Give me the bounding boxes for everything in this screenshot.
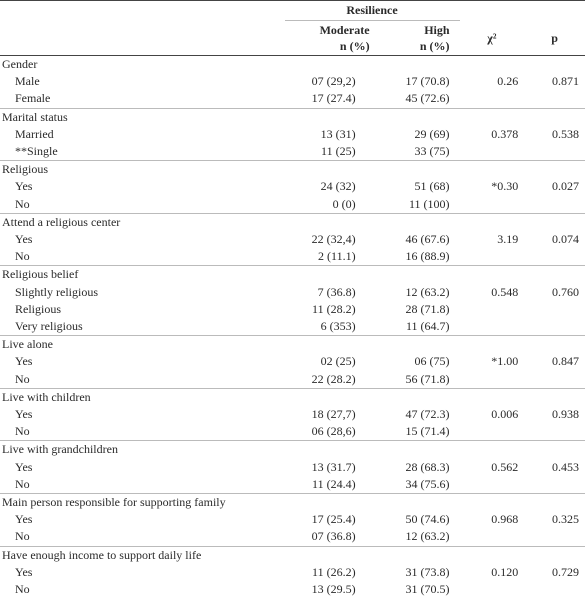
p-value <box>524 90 585 108</box>
table-group-row <box>0 213 585 231</box>
moderate-value: 13 (29.5) <box>285 581 372 598</box>
row-label: Live with children <box>0 388 285 406</box>
table-row <box>0 528 585 546</box>
row-label: No <box>0 196 285 214</box>
table-row <box>0 73 585 90</box>
high-value <box>372 213 460 231</box>
high-value: 12 (63.2) <box>372 284 460 301</box>
header-row-columns <box>0 21 585 56</box>
moderate-value: 07 (36.8) <box>285 528 372 546</box>
chi-square-value <box>460 423 525 441</box>
moderate-value <box>285 546 372 564</box>
chi-square-value <box>460 336 525 354</box>
row-label: No <box>0 248 285 266</box>
p-value <box>524 476 585 494</box>
chi-square-value: 0.562 <box>460 459 525 476</box>
row-label: **Single <box>0 143 285 161</box>
table-group-row <box>0 108 585 126</box>
row-label: Yes <box>0 406 285 423</box>
chi-square-value <box>460 318 525 336</box>
header-high-unit: n (%) <box>372 38 450 54</box>
p-value <box>524 336 585 354</box>
row-label: Religious belief <box>0 266 285 284</box>
table-row <box>0 284 585 301</box>
high-value: 34 (75.6) <box>372 476 460 494</box>
moderate-value: 11 (24.4) <box>285 476 372 494</box>
chi-square-value <box>460 371 525 389</box>
header-chi-square: χ² <box>460 21 525 56</box>
high-value: 12 (63.2) <box>372 528 460 546</box>
row-label: No <box>0 476 285 494</box>
p-value: 0.027 <box>524 178 585 195</box>
p-value <box>524 213 585 231</box>
table-row <box>0 196 585 214</box>
p-value <box>524 546 585 564</box>
chi-square-value <box>460 546 525 564</box>
header-blank <box>0 1 285 21</box>
high-value <box>372 494 460 512</box>
header-moderate <box>285 21 372 56</box>
p-value: 0.760 <box>524 284 585 301</box>
chi-square-value <box>460 161 525 179</box>
chi-square-value <box>460 266 525 284</box>
chi-square-value: 0.378 <box>460 126 525 143</box>
row-label: Yes <box>0 459 285 476</box>
p-value <box>524 143 585 161</box>
high-value <box>372 161 460 179</box>
high-value <box>372 108 460 126</box>
row-label: Yes <box>0 511 285 528</box>
high-value: 31 (70.5) <box>372 581 460 598</box>
moderate-value <box>285 213 372 231</box>
p-value <box>524 528 585 546</box>
chi-square-value: 0.548 <box>460 284 525 301</box>
table-row <box>0 318 585 336</box>
header-p-value: p <box>524 21 585 56</box>
row-label: Main person responsible for supporting family <box>0 494 285 512</box>
chi-square-value <box>460 196 525 214</box>
chi-square-value <box>460 528 525 546</box>
moderate-value <box>285 388 372 406</box>
p-value <box>524 581 585 598</box>
table-group-row <box>0 546 585 564</box>
header-moderate-unit: n (%) <box>285 38 370 54</box>
moderate-value: 13 (31) <box>285 126 372 143</box>
high-value <box>372 56 460 74</box>
moderate-value: 22 (32,4) <box>285 231 372 248</box>
moderate-value <box>285 441 372 459</box>
p-value <box>524 161 585 179</box>
table-row <box>0 231 585 248</box>
high-value <box>372 546 460 564</box>
high-value: 29 (69) <box>372 126 460 143</box>
header-row-group <box>0 1 585 21</box>
chi-square-value: 3.19 <box>460 231 525 248</box>
moderate-value: 13 (31.7) <box>285 459 372 476</box>
table-row <box>0 353 585 370</box>
row-label: Gender <box>0 56 285 74</box>
high-value: 28 (71.8) <box>372 301 460 318</box>
p-value <box>524 318 585 336</box>
row-label: Yes <box>0 178 285 195</box>
p-value <box>524 423 585 441</box>
row-label: Have enough income to support daily life <box>0 546 285 564</box>
table-row <box>0 90 585 108</box>
table-row <box>0 126 585 143</box>
p-value <box>524 266 585 284</box>
header-high-label: High <box>372 22 450 38</box>
high-value: 28 (68.3) <box>372 459 460 476</box>
p-value <box>524 371 585 389</box>
high-value: 11 (100) <box>372 196 460 214</box>
header-high <box>372 21 460 56</box>
chi-square-value <box>460 494 525 512</box>
row-label: Attend a religious center <box>0 213 285 231</box>
p-value: 0.729 <box>524 564 585 581</box>
table-group-row <box>0 266 585 284</box>
chi-square-value <box>460 56 525 74</box>
chi-square-value: *0.30 <box>460 178 525 195</box>
table-row <box>0 248 585 266</box>
p-value: 0.074 <box>524 231 585 248</box>
header-blank-chi <box>460 1 525 21</box>
table-row <box>0 301 585 318</box>
row-label: Yes <box>0 564 285 581</box>
chi-square-value: 0.120 <box>460 564 525 581</box>
row-label: No <box>0 528 285 546</box>
moderate-value: 02 (25) <box>285 353 372 370</box>
row-label: Yes <box>0 231 285 248</box>
moderate-value: 7 (36.8) <box>285 284 372 301</box>
table-row <box>0 423 585 441</box>
high-value: 56 (71.8) <box>372 371 460 389</box>
table-row <box>0 406 585 423</box>
table-body <box>0 56 585 598</box>
header-moderate-label: Moderate <box>285 22 370 38</box>
moderate-value <box>285 161 372 179</box>
high-value: 45 (72.6) <box>372 90 460 108</box>
table-row <box>0 511 585 528</box>
moderate-value: 17 (25.4) <box>285 511 372 528</box>
table-group-row <box>0 441 585 459</box>
p-value: 0.847 <box>524 353 585 370</box>
p-value <box>524 441 585 459</box>
row-label: Marital status <box>0 108 285 126</box>
table-row <box>0 476 585 494</box>
moderate-value: 18 (27,7) <box>285 406 372 423</box>
row-label: No <box>0 581 285 598</box>
chi-square-value <box>460 301 525 318</box>
moderate-value: 22 (28.2) <box>285 371 372 389</box>
row-label: Male <box>0 73 285 90</box>
high-value: 50 (74.6) <box>372 511 460 528</box>
table-row <box>0 143 585 161</box>
chi-square-value: 0.006 <box>460 406 525 423</box>
high-value: 47 (72.3) <box>372 406 460 423</box>
moderate-value: 11 (26.2) <box>285 564 372 581</box>
high-value: 46 (67.6) <box>372 231 460 248</box>
p-value <box>524 196 585 214</box>
high-value: 33 (75) <box>372 143 460 161</box>
high-value: 31 (73.8) <box>372 564 460 581</box>
moderate-value: 11 (25) <box>285 143 372 161</box>
chi-square-value <box>460 581 525 598</box>
row-label: Yes <box>0 353 285 370</box>
table-row <box>0 581 585 598</box>
chi-square-value: *1.00 <box>460 353 525 370</box>
table-row <box>0 178 585 195</box>
header-variable <box>0 21 285 56</box>
moderate-value: 07 (29,2) <box>285 73 372 90</box>
chi-square-value <box>460 90 525 108</box>
p-value <box>524 494 585 512</box>
p-value: 0.871 <box>524 73 585 90</box>
p-value: 0.938 <box>524 406 585 423</box>
chi-square-value <box>460 108 525 126</box>
moderate-value <box>285 108 372 126</box>
p-value <box>524 388 585 406</box>
moderate-value <box>285 336 372 354</box>
p-value <box>524 56 585 74</box>
high-value <box>372 266 460 284</box>
moderate-value: 6 (353) <box>285 318 372 336</box>
header-resilience: Resilience <box>285 1 460 21</box>
p-value <box>524 301 585 318</box>
table-row <box>0 459 585 476</box>
chi-square-value <box>460 213 525 231</box>
moderate-value: 11 (28.2) <box>285 301 372 318</box>
table-row <box>0 564 585 581</box>
high-value: 11 (64.7) <box>372 318 460 336</box>
high-value: 17 (70.8) <box>372 73 460 90</box>
p-value <box>524 248 585 266</box>
header-blank-p <box>524 1 585 21</box>
table-row <box>0 371 585 389</box>
table-group-row <box>0 56 585 74</box>
high-value: 16 (88.9) <box>372 248 460 266</box>
moderate-value <box>285 494 372 512</box>
moderate-value: 06 (28,6) <box>285 423 372 441</box>
chi-square-value <box>460 248 525 266</box>
chi-square-value <box>460 143 525 161</box>
high-value <box>372 441 460 459</box>
row-label: Slightly religious <box>0 284 285 301</box>
chi-square-value: 0.26 <box>460 73 525 90</box>
moderate-value: 24 (32) <box>285 178 372 195</box>
table-group-row <box>0 161 585 179</box>
row-label: Religious <box>0 301 285 318</box>
row-label: Married <box>0 126 285 143</box>
p-value: 0.453 <box>524 459 585 476</box>
moderate-value: 17 (27.4) <box>285 90 372 108</box>
moderate-value <box>285 56 372 74</box>
high-value <box>372 336 460 354</box>
p-value <box>524 108 585 126</box>
high-value: 06 (75) <box>372 353 460 370</box>
moderate-value: 2 (11.1) <box>285 248 372 266</box>
row-label: Religious <box>0 161 285 179</box>
row-label: Female <box>0 90 285 108</box>
row-label: No <box>0 371 285 389</box>
moderate-value: 0 (0) <box>285 196 372 214</box>
chi-square-value <box>460 476 525 494</box>
p-value: 0.538 <box>524 126 585 143</box>
row-label: Live alone <box>0 336 285 354</box>
row-label: No <box>0 423 285 441</box>
chi-square-value <box>460 388 525 406</box>
high-value: 51 (68) <box>372 178 460 195</box>
table-group-row <box>0 388 585 406</box>
table-group-row <box>0 336 585 354</box>
p-value: 0.325 <box>524 511 585 528</box>
chi-square-value: 0.968 <box>460 511 525 528</box>
table-group-row <box>0 494 585 512</box>
chi-square-value <box>460 441 525 459</box>
high-value: 15 (71.4) <box>372 423 460 441</box>
moderate-value <box>285 266 372 284</box>
high-value <box>372 388 460 406</box>
row-label: Very religious <box>0 318 285 336</box>
row-label: Live with grandchildren <box>0 441 285 459</box>
